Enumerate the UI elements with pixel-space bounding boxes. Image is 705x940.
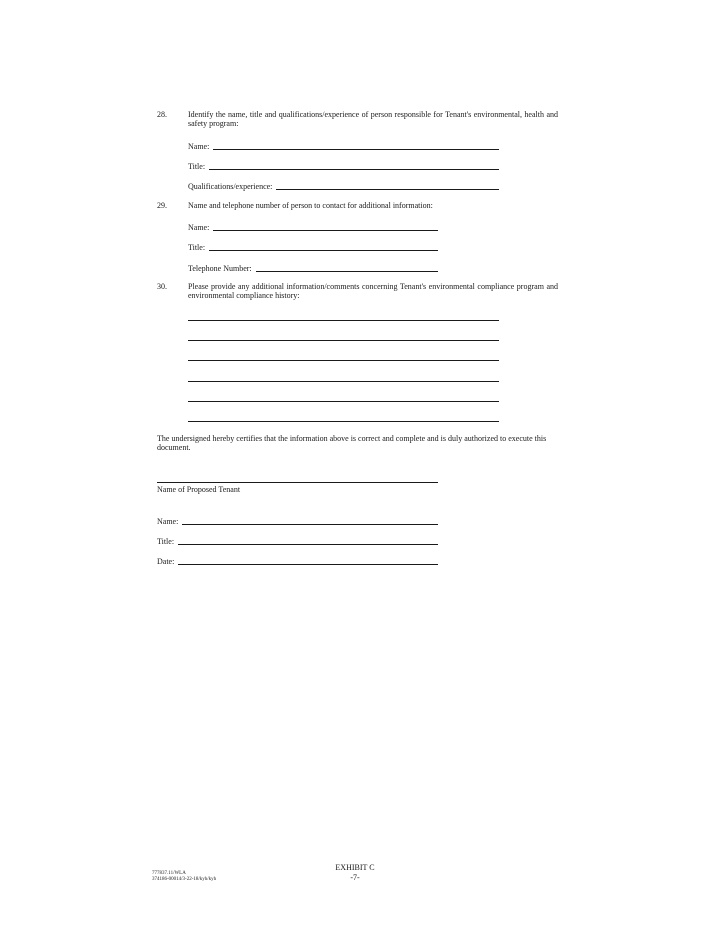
q29-name-line[interactable] — [213, 229, 438, 231]
q30-answer-line-4[interactable] — [188, 381, 499, 382]
tenant-signature-line[interactable] — [157, 482, 438, 483]
cert-date-field[interactable] — [157, 554, 438, 566]
question-29-text: Name and telephone number of person to contact for additional information: — [188, 201, 433, 210]
cert-title-label: Title: — [157, 537, 175, 546]
footer-doc-code-2: 374186-00014/3-22-18/kyh/kyh — [152, 877, 217, 882]
q28-qualifications-field[interactable] — [188, 179, 499, 191]
footer-exhibit: EXHIBIT C — [335, 863, 375, 872]
q28-name-line[interactable] — [213, 148, 499, 150]
question-28-text: Identify the name, title and qualifications/experience of person responsible for Tenant's environmental, health and safety program: — [188, 110, 558, 128]
q29-telephone-field[interactable] — [188, 261, 438, 273]
q29-title-label: Title: — [188, 243, 206, 252]
tenant-name-label: Name of Proposed Tenant — [157, 485, 241, 494]
cert-name-field[interactable] — [157, 514, 438, 526]
cert-title-line[interactable] — [178, 543, 438, 545]
q28-title-field[interactable] — [188, 159, 499, 171]
cert-date-label: Date: — [157, 557, 175, 566]
q29-telephone-label: Telephone Number: — [188, 264, 252, 273]
q28-title-line[interactable] — [209, 168, 499, 170]
q29-title-field[interactable] — [188, 240, 438, 252]
cert-title-field[interactable] — [157, 534, 438, 546]
q29-telephone-line[interactable] — [256, 270, 438, 272]
q29-title-line[interactable] — [209, 249, 438, 251]
cert-name-line[interactable] — [182, 523, 438, 525]
q28-name-field[interactable] — [188, 139, 499, 151]
q28-title-label: Title: — [188, 162, 206, 171]
q28-name-label: Name: — [188, 142, 210, 151]
footer-doc-code-1: 777837.11/WLA — [152, 871, 186, 876]
footer-page-number: -7- — [350, 873, 360, 882]
q30-answer-line-5[interactable] — [188, 401, 499, 402]
question-30-text: Please provide any additional information/comments concerning Tenant's environmental compliance program and environmental compliance history: — [188, 282, 558, 300]
q29-name-label: Name: — [188, 223, 210, 232]
q28-qualifications-label: Qualifications/experience: — [188, 182, 273, 191]
q28-qualifications-line[interactable] — [276, 188, 499, 190]
cert-date-line[interactable] — [178, 563, 438, 565]
question-28-number: 28. — [157, 110, 167, 119]
certification-text: The undersigned hereby certifies that the information above is correct and complete and is duly authorized to execute this document. — [157, 434, 547, 452]
q30-answer-line-3[interactable] — [188, 360, 499, 361]
cert-name-label: Name: — [157, 517, 179, 526]
question-29-number: 29. — [157, 201, 167, 210]
q30-answer-line-1[interactable] — [188, 320, 499, 321]
question-30-number: 30. — [157, 282, 167, 291]
q29-name-field[interactable] — [188, 220, 438, 232]
q30-answer-line-6[interactable] — [188, 421, 499, 422]
q30-answer-line-2[interactable] — [188, 340, 499, 341]
